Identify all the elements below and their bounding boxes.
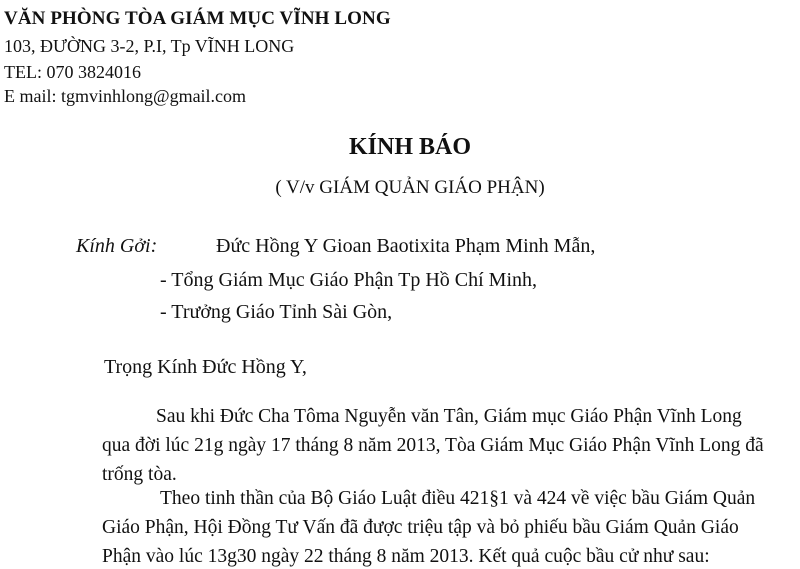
recipient-name: Đức Hồng Y Gioan Baotixita Phạm Minh Mẫn, [216,235,596,257]
office-address: 103, ĐƯỜNG 3-2, P.I, Tp VĨNH LONG [4,36,295,56]
recipient-label: Kính Gởi: [76,235,158,257]
office-email: E mail: tgmvinhlong@gmail.com [4,86,247,106]
recipient-title-archbishop: - Tổng Giám Mục Giáo Phận Tp Hồ Chí Minh, [160,269,538,291]
office-name: VĂN PHÒNG TÒA GIÁM MỤC VĨNH LONG [4,8,391,29]
salutation: Trọng Kính Đức Hồng Y, [104,356,307,378]
paragraph-2-line-2: Giáo Phận, Hội Đồng Tư Vấn đã được triệu tập và bỏ phiếu bầu Giám Quản Giáo [102,517,739,538]
paragraph-1-line-3: trống tòa. [102,464,177,485]
document-title: KÍNH BÁO [348,134,471,160]
paragraph-2-line-1: Theo tinh thần của Bộ Giáo Luật điều 421§1 và 424 về việc bầu Giám Quản [160,488,756,509]
paragraph-1-line-2: qua đời lúc 21g ngày 17 tháng 8 năm 2013, Tòa Giám Mục Giáo Phận Vĩnh Long đã [102,435,764,456]
paragraph-1-line-1: Sau khi Đức Cha Tôma Nguyễn văn Tân, Giám mục Giáo Phận Vĩnh Long [156,406,742,427]
document-subject: ( V/v GIÁM QUẢN GIÁO PHẬN) [275,177,545,198]
recipient-title-province: - Trưởng Giáo Tỉnh Sài Gòn, [160,301,393,323]
office-telephone: TEL: 070 3824016 [4,62,141,82]
paragraph-2-line-3: Phận vào lúc 13g30 ngày 22 tháng 8 năm 2013. Kết quả cuộc bầu cử như sau: [102,546,710,567]
